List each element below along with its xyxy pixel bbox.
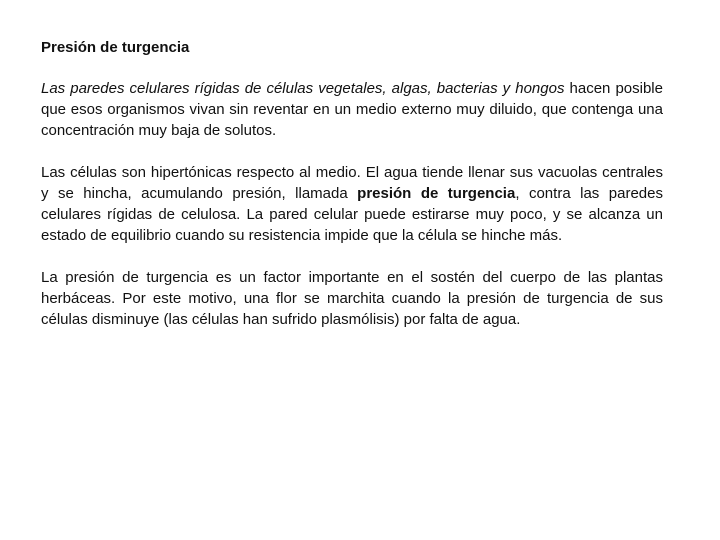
paragraph-2-bold: presión de turgencia: [357, 185, 516, 202]
paragraph-1: [41, 78, 663, 141]
paragraph-2-before: Las células son hipertónicas respecto al medio. El agua tiende llenar sus vacuolas centrales y se hincha, acumulando presión, llamada: [41, 164, 663, 202]
paragraph-3: La presión de turgencia es un factor importante en el sostén del cuerpo de las plantas herbáceas. Por este motivo, una flor se marchita cuando la presión de turgencia de sus células disminuye (las células han sufrido plasmólisis) por falta de agua.: [41, 269, 663, 328]
paragraph-1-italic: Las paredes celulares rígidas de células vegetales, algas, bacterias y hongos: [41, 80, 565, 97]
paragraph-2: [41, 162, 663, 246]
document-page: [41, 38, 663, 351]
paragraph-2-after: , contra las paredes celulares rígidas de celulosa. La pared celular puede estirarse muy poco, y se alcanza un estado de equilibrio cuando su resistencia impide que la célula se hinche más.: [41, 185, 663, 244]
paragraph-1-rest: hacen posible que esos organismos vivan sin reventar en un medio externo muy diluido, que contenga una concentración muy baja de solutos.: [41, 80, 663, 139]
document-title: Presión de turgencia: [41, 39, 190, 56]
